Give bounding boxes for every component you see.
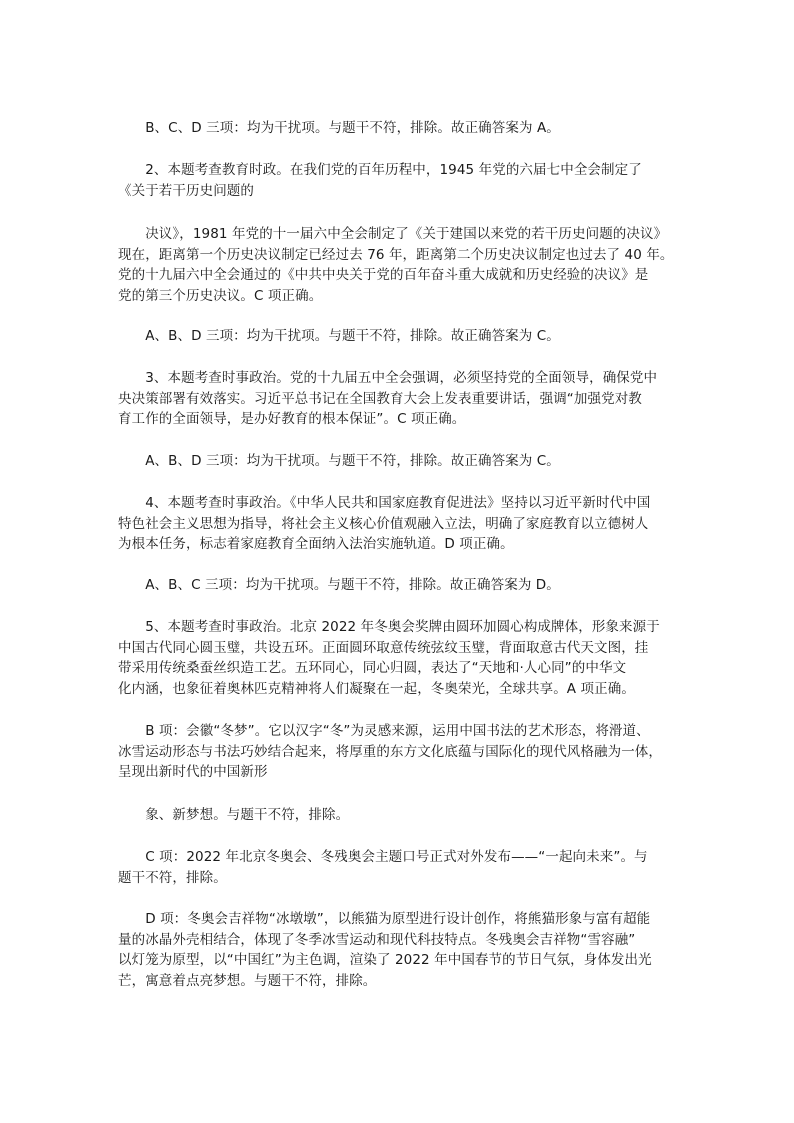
text-line: A、B、D 三项：均为干扰项。与题干不符，排除。故正确答案为 C。 (118, 328, 560, 344)
text-line: D 项：冬奥会吉祥物“冰墩墩”，以熊猫为原型进行设计创作，将熊猫形象与富有超能 (118, 911, 651, 927)
text-line: C 项：2022 年北京冬奥会、冬残奥会主题口号正式对外发布——“一起向未来”。与 (118, 849, 648, 865)
text-line: 现在，距离第一个历史决议制定已经过去 76 年，距离第二个历史决议制定也过去了 40 年。 (118, 246, 674, 263)
text-line: 带采用传统桑蚕丝织造工艺。五环同心，同心归圆，表达了“天地和·人心同”的中华文 (118, 660, 627, 676)
paragraph-2 (118, 160, 684, 201)
text-line: B 项：会徽“冬梦”。它以汉字“冬”为灵感来源，运用中国书法的艺术形态，将滑道、 (118, 723, 650, 739)
paragraph-13 (118, 909, 684, 991)
text-line: 特色社会主义思想为指导，将社会主义核心价值观融入立法，明确了家庭教育以立德树人 (118, 515, 649, 532)
text-line: 5、本题考查时事政治。北京 2022 年冬奥会奖牌由圆环加圆心构成牌体，形象来源于 (118, 619, 660, 635)
paragraph-7 (118, 493, 684, 555)
text-line: 4、本题考查时事政治。《中华人民共和国家庭教育促进法》坚持以习近平新时代中国 (118, 495, 651, 511)
paragraph-4 (118, 326, 684, 347)
text-line: B、C、D 三项：均为干扰项。与题干不符，排除。故正确答案为 A。 (118, 120, 560, 136)
text-line: 党的十九届六中全会通过的《中共中央关于党的百年奋斗重大成就和历史经验的决议》是 (118, 267, 649, 283)
text-line: 化内涵，也象征着奥林匹克精神将人们凝聚在一起，冬奥荣光，全球共享。A 项正确。 (118, 680, 635, 697)
text-line: 央决策部署有效落实。习近平总书记在全国教育大会上发表重要讲话，强调“加强党对教 (118, 390, 642, 407)
paragraph-6 (118, 451, 684, 472)
paragraph-5 (118, 368, 684, 430)
text-line: 量的冰晶外壳相结合，体现了冬季冰雪运动和现代科技特点。冬残奥会吉祥物“雪容融” (118, 931, 636, 948)
paragraph-9 (118, 617, 684, 699)
text-line: 3、本题考查时事政治。党的十九届五中全会强调，必须坚持党的全面领导，确保党中 (118, 370, 658, 386)
text-line: 题干不符，排除。 (118, 869, 227, 886)
text-line: A、B、D 三项：均为干扰项。与题干不符，排除。故正确答案为 C。 (118, 453, 560, 469)
text-line: 育工作的全面领导，是办好教育的根本保证”。C 项正确。 (118, 411, 466, 427)
text-line: 呈现出新时代的中国新形 (118, 764, 268, 780)
paragraph-3 (118, 224, 684, 306)
paragraph-11 (118, 805, 684, 826)
text-line: 党的第三个历史决议。C 项正确。 (118, 287, 323, 304)
paragraph-1 (118, 118, 684, 139)
text-line: 为根本任务，标志着家庭教育全面纳入法治实施轨道。D 项正确。 (118, 536, 514, 552)
paragraph-8 (118, 575, 684, 596)
text-line: 决议》，1981 年党的十一届六中全会制定了《关于建国以来党的若干历史问题的决议》 (118, 226, 668, 242)
text-line: 2、本题考查教育时政。在我们党的百年历程中，1945 年党的六届七中全会制定了 (118, 162, 642, 178)
text-line: A、B、C 三项：均为干扰项。与题干不符，排除。故正确答案为 D。 (118, 577, 560, 593)
paragraph-12 (118, 847, 684, 888)
text-line: 以灯笼为原型，以“中国红”为主色调，渲染了 2022 年中国春节的节日气氛，身体发出光 (118, 952, 652, 968)
text-line: 中国古代同心圆玉璧，共设五环。正面圆环取意传统弦纹玉璧，背面取意古代天文图，挂 (118, 639, 649, 656)
text-line: 芒，寓意着点亮梦想。与题干不符，排除。 (118, 972, 377, 989)
text-line: 冰雪运动形态与书法巧妙结合起来，将厚重的东方文化底蕴与国际化的现代风格融为一体， (118, 743, 662, 760)
text-line: 《关于若干历史问题的 (118, 182, 254, 199)
paragraph-10 (118, 721, 684, 783)
text-line: 象、新梦想。与题干不符，排除。 (118, 807, 350, 823)
